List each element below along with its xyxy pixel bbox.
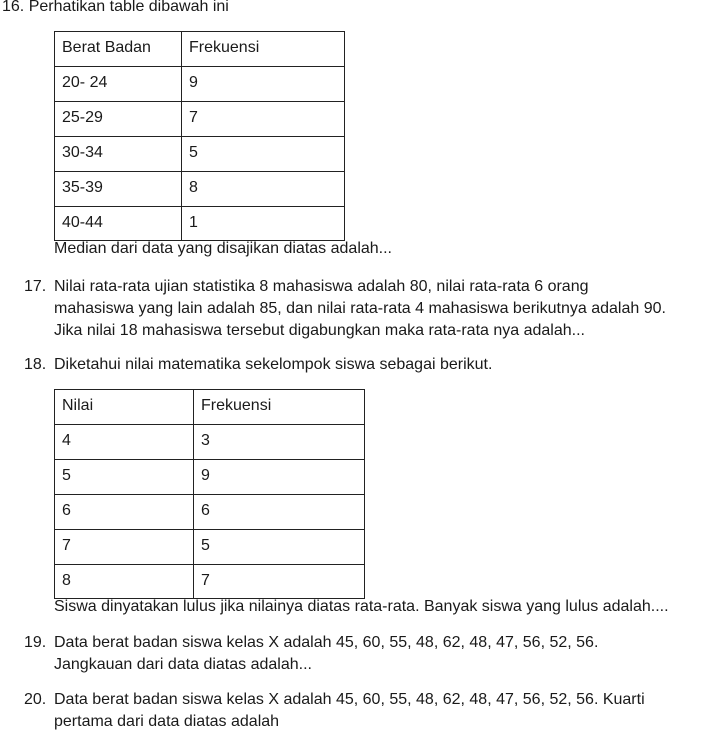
table-cell: 4	[55, 425, 194, 460]
table-cell: 40-44	[55, 207, 182, 241]
table-cell: 7	[194, 565, 365, 599]
table-row	[55, 137, 345, 172]
table-cell: 1	[182, 207, 345, 241]
table-header-row	[55, 390, 365, 425]
q17-line-3: Jika nilai 18 mahasiswa tersebut digabungkan maka rata-rata nya adalah...	[54, 322, 585, 339]
table-row	[55, 172, 345, 207]
q18-number: 18.	[24, 356, 47, 373]
q20-line-2: pertama dari data diatas adalah	[54, 713, 280, 730]
q20-line-1: Data berat badan siswa kelas X adalah 45, 60, 55, 48, 62, 48, 47, 56, 52, 56. Kuarti	[54, 691, 645, 708]
q16-table	[54, 31, 345, 241]
table-cell: 20- 24	[55, 67, 182, 102]
table-row	[55, 425, 365, 460]
table-cell: 7	[182, 102, 345, 137]
table-cell: 5	[194, 530, 365, 565]
table-cell: 6	[194, 495, 365, 530]
table-row	[55, 530, 365, 565]
table-cell: 8	[55, 565, 194, 599]
table-cell: 35-39	[55, 172, 182, 207]
q18-question: Siswa dinyatakan lulus jika nilainya diatas rata-rata. Banyak siswa yang lulus adalah....	[54, 598, 669, 615]
table-cell: 6	[55, 495, 194, 530]
table-header-cell: Berat Badan	[55, 32, 182, 67]
q18-table	[54, 389, 365, 599]
table-row	[55, 102, 345, 137]
q18-prompt: Diketahui nilai matematika sekelompok siswa sebagai berikut.	[54, 356, 493, 373]
table-header-cell: Nilai	[55, 390, 194, 425]
table-header-cell: Frekuensi	[194, 390, 365, 425]
q19-number: 19.	[24, 634, 47, 651]
table-header-row	[55, 32, 345, 67]
table-cell: 8	[182, 172, 345, 207]
table-row	[55, 207, 345, 241]
table-cell: 9	[194, 460, 365, 495]
q17-number: 17.	[24, 278, 47, 295]
table-cell: 5	[55, 460, 194, 495]
q17-line-2: mahasiswa yang lain adalah 85, dan nilai rata-rata 4 mahasiswa berikutnya adalah 90.	[54, 300, 666, 317]
table-row	[55, 495, 365, 530]
q16-question: Median dari data yang disajikan diatas adalah...	[54, 240, 392, 257]
table-header-cell: Frekuensi	[182, 32, 345, 67]
table-cell: 3	[194, 425, 365, 460]
q20-number: 20.	[24, 691, 47, 708]
q17-line-1: Nilai rata-rata ujian statistika 8 mahasiswa adalah 80, nilai rata-rata 6 orang	[54, 278, 589, 295]
q19-line-1: Data berat badan siswa kelas X adalah 45, 60, 55, 48, 62, 48, 47, 56, 52, 56.	[54, 634, 599, 651]
q16-number: 16.	[2, 0, 25, 15]
table-row	[55, 565, 365, 599]
q16-prompt: Perhatikan table dibawah ini	[28, 0, 229, 15]
table-cell: 5	[182, 137, 345, 172]
table-cell: 30-34	[55, 137, 182, 172]
table-cell: 7	[55, 530, 194, 565]
table-row	[55, 67, 345, 102]
q19-line-2: Jangkauan dari data diatas adalah...	[54, 656, 312, 673]
table-row	[55, 460, 365, 495]
table-cell: 9	[182, 67, 345, 102]
table-cell: 25-29	[55, 102, 182, 137]
q16-header	[2, 0, 229, 16]
